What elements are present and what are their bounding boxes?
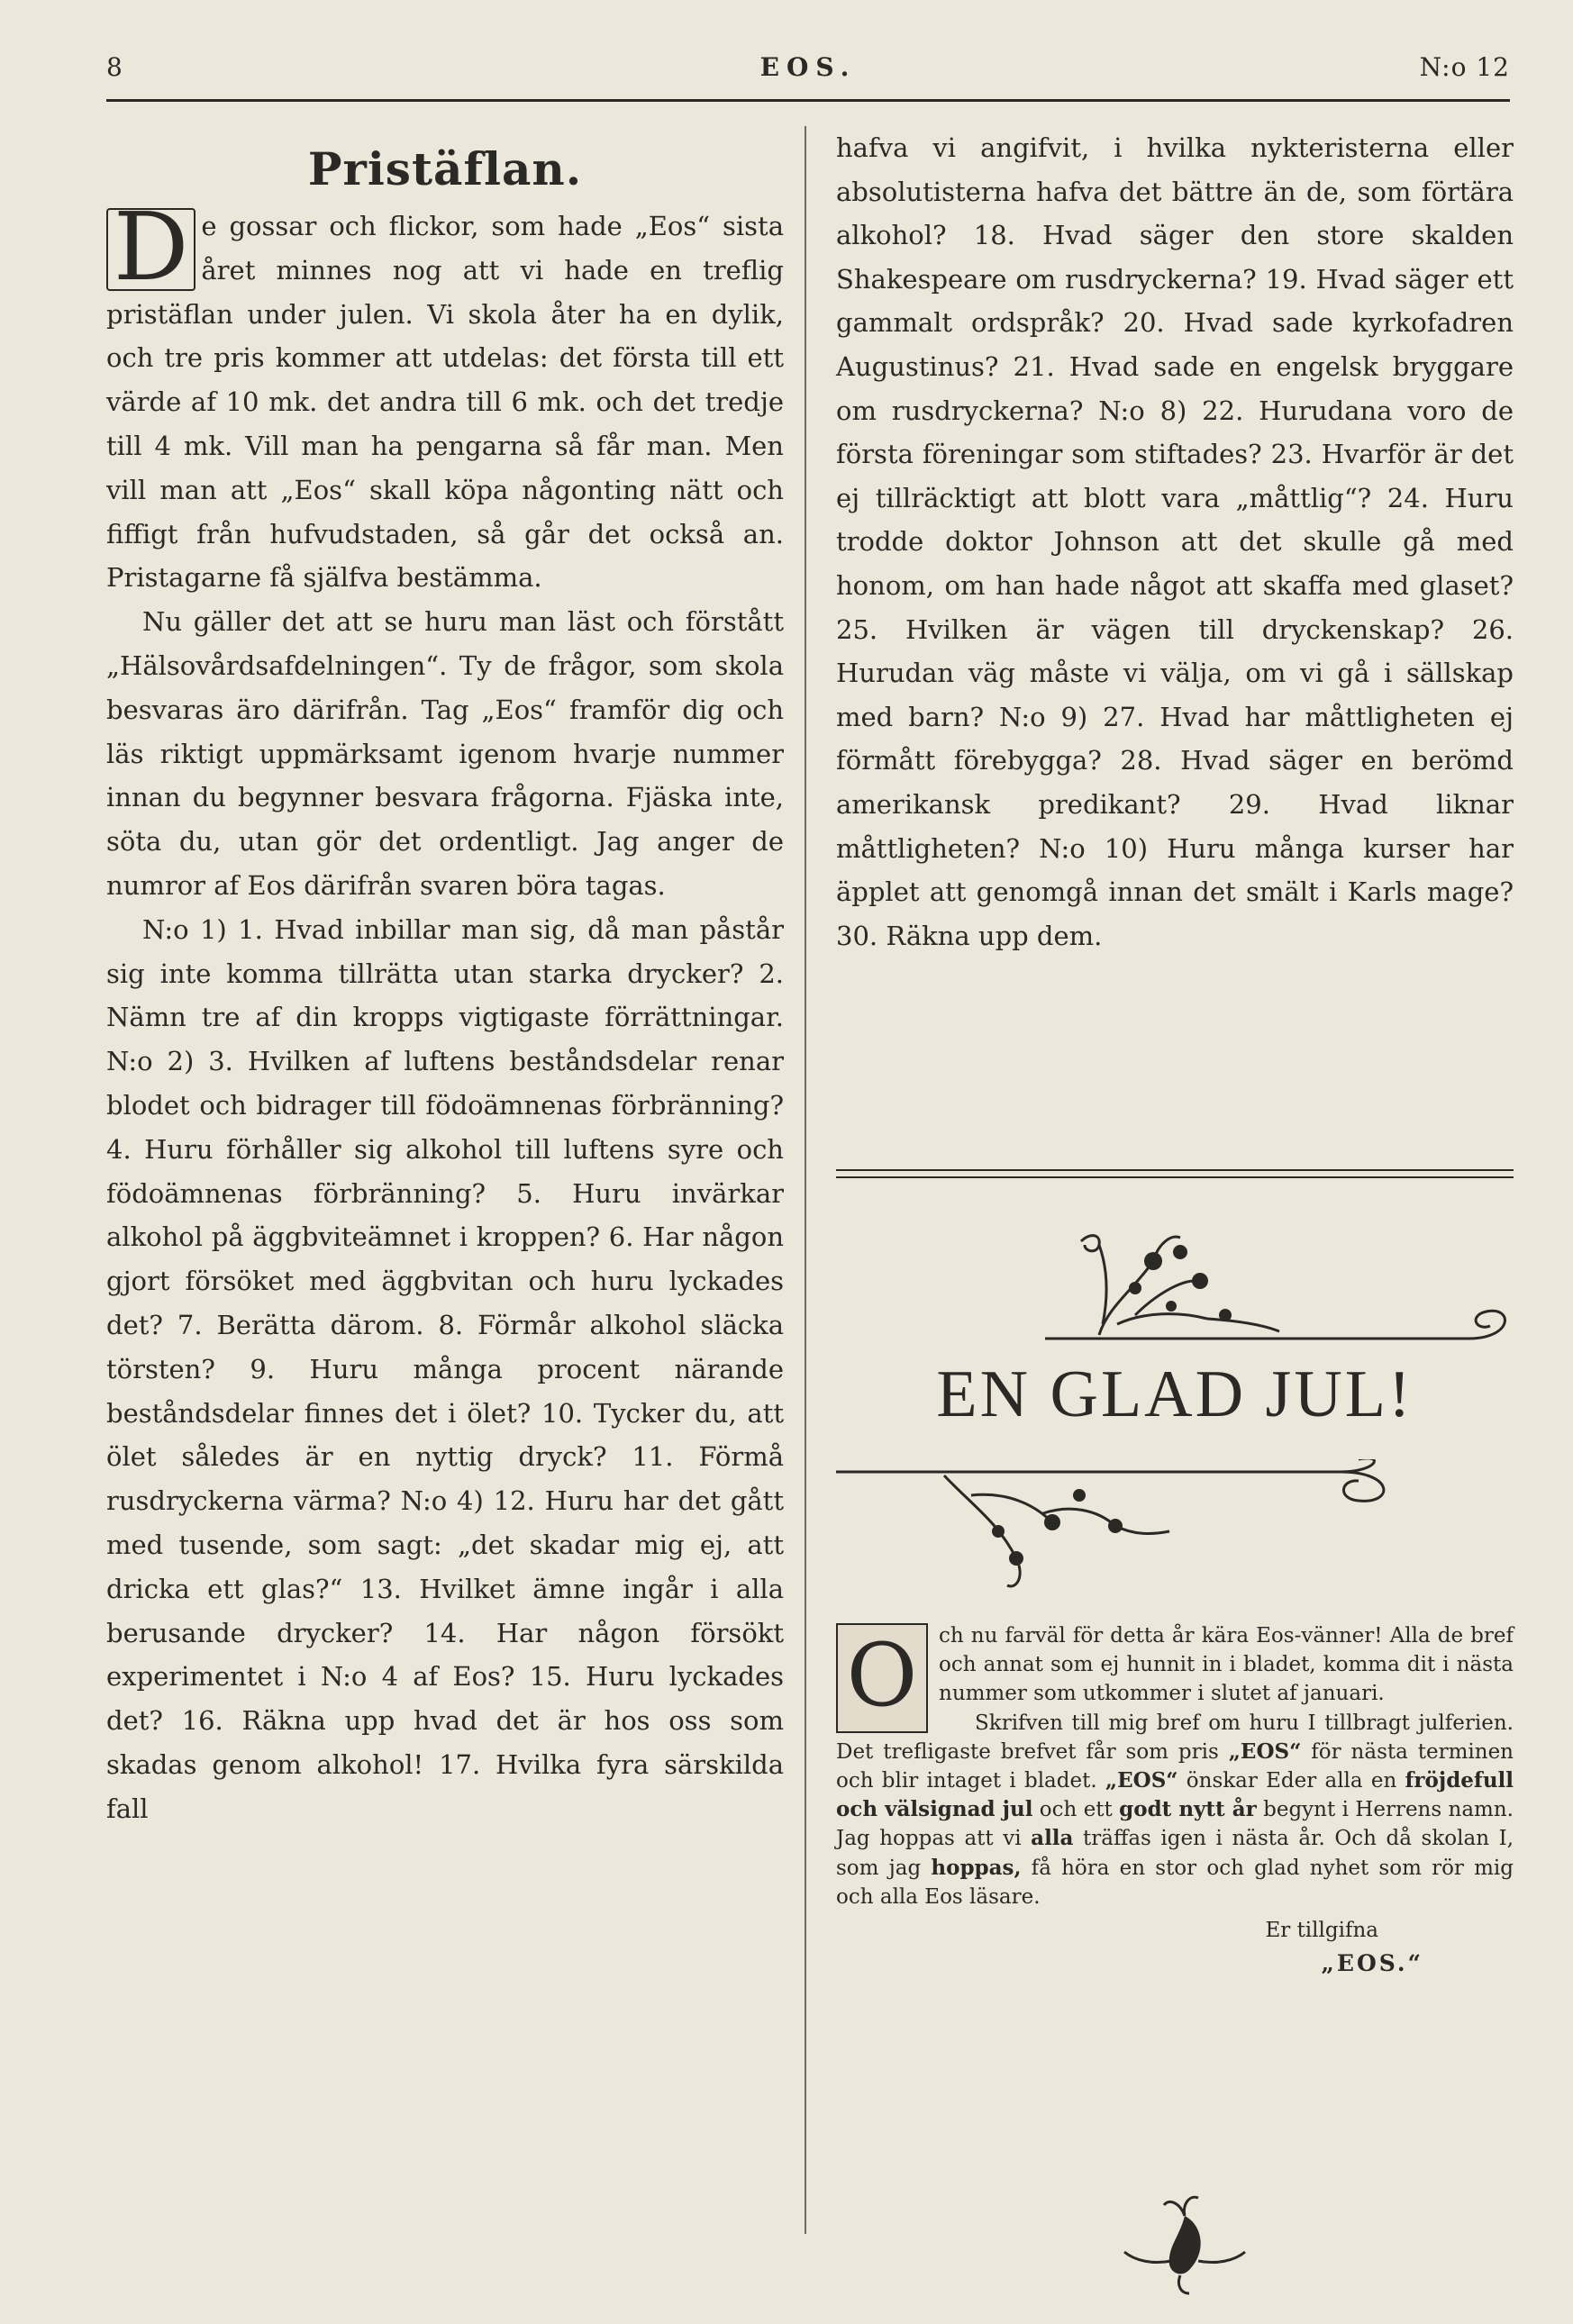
letter-text: önskar Eder alla en: [1177, 1769, 1405, 1793]
paragraph-questions: N:o 1) 1. Hvad inbillar man sig, då man påstår sig inte komma tillrätta utan starka drycker? 2. Nämn tre af din kropps vigtigaste förrättningar. N:o 2) 3. Hvilken af luftens beståndsdelar renar blodet och bidrager till födoämnenas förbränning? 4. Huru förhåller sig alkohol till luftens syre och födoämnenas förbränning? 5. Huru invärkar alkohol på äggbviteämnet i kroppen? 6. Har någon gjort försöket med äggbvitan och huru lyckades det? 7. Berätta därom. 8. Förmår alkohol släcka törsten? 9. Huru många procent närande beståndsdelar finnes det i ölet? 10. Tycker du, att ölet således är en nyttig dryck? 11. Förmå rusdryckerna värma? N:o 4) 12. Huru har det gått med tusende, som sagt: „det skadar mig ej, att dricka ett glas?“ 13. Hvilket ämne ingår i alla berusande drycker? 14. Har någon försökt experimentet i N:o 4 af Eos? 15. Huru lyckades det? 16. Räkna upp hvad det är hos oss som skadas genom alkohol! 17. Hvilka fyra särskilda fall: [106, 913, 784, 1824]
letter-emphasis: godt nytt år: [1119, 1797, 1257, 1822]
letter-paragraph-1: ch nu farväl för detta år kära Eos-vänner! Alla de bref och annat som ej hunnit in i bladet, komma dit i nästa nummer som utkommer i slutet af januari.: [939, 1624, 1514, 1706]
letter-signature: „EOS.“: [1321, 1950, 1423, 1977]
right-column: [836, 126, 1514, 958]
publication-title: EOS.: [759, 52, 857, 82]
column-divider: [805, 126, 806, 2234]
letter-emphasis: hoppas,: [931, 1855, 1022, 1880]
farewell-letter: [836, 1621, 1514, 1980]
initial-letter: O: [846, 1625, 918, 1726]
ornamental-initial: [836, 1623, 928, 1733]
letter-emphasis: alla: [1031, 1826, 1074, 1851]
paragraph-instructions: Nu gäller det att se huru man läst och förstått „Hälsovårdsafdelningen“. Ty de frågor, som skola besvaras äro därifrån. Tag „Eos“ framför dig och läs riktigt uppmärksamt igenom hvarje nummer innan du begynner besvara frågorna. Fjäska inte, söta du, utan gör det ordentligt. Jag anger de numror af Eos därifrån svaren böra tagas.: [106, 606, 784, 901]
letter-text: Skrifven till mig bref om huru I tillbragt julferien. Det trefligaste brefvet får som pris: [836, 1711, 1514, 1764]
letter-text: för nästa terminen och blir intaget i bladet.: [836, 1739, 1514, 1793]
letter-paragraph-2: [836, 1709, 1514, 1911]
article-body: [106, 192, 784, 1830]
paragraph-intro-text: e gossar och flickor, som hade „Eos“ sista året minnes nog att vi hade en treflig pristäflan under julen. Vi skola åter ha en dylik, och tre pris kommer att utdelas: det första till ett värde af 10 mk. det andra till 6 mk. och det tredje till 4 mk. Vill man ha pengarna så får man. Men vill man att „Eos“ skall köpa någonting nätt och fiffigt från hufvudstaden, så går det också an. Pristagarne få själfva bestämma.: [106, 211, 784, 594]
questions-continued: hafva vi angifvit, i hvilka nykteristerna eller absolutisterna hafva det bättre än de, som förtära alkohol? 18. Hvad säger den store skalden Shakespeare om rusdryckerna? 19. Hvad säger ett gammalt ordspråk? 20. Hvad sade kyrkofadren Augustinus? 21. Hvad sade en engelsk bryggare om rusdryckerna? N:o 8) 22. Hurudana voro de första föreningar som stiftades? 23. Hvarför är det ej tillräcktigt att blott vara „måttlig“? 24. Huru trodde doktor Johnson att det skulle gå med honom, om han hade något att skaffa med glaset? 25. Hvilken är vägen till dryckenskap? 26. Hurudan väg måste vi välja, om vi gå i sällskap med barn? N:o 9) 27. Hvad har måttligheten ej förmått förebygga? 28. Hvad säger en berömd amerikansk predikant? 29. Hvad liknar måttligheten? N:o 10) Huru många kurser har äpplet att genomgå innan det smält i Karls mage? 30. Räkna upp dem.: [836, 132, 1514, 951]
header-rule: [106, 99, 1510, 102]
letter-text: få höra en stor och glad nyhet som rör mig och alla Eos läsare.: [836, 1856, 1514, 1909]
end-flower-ornament: [1117, 2189, 1252, 2297]
floral-ornament-top: [1045, 1225, 1514, 1351]
letter-emphasis: „EOS“: [1228, 1738, 1302, 1764]
floral-ornament-bottom: [836, 1459, 1467, 1594]
letter-text: begynt i Herrens namn. Jag hoppas att vi: [836, 1798, 1514, 1851]
letter-closing: Er tillgifna: [1265, 1919, 1378, 1943]
page-number: 8: [106, 52, 123, 82]
double-rule: [836, 1169, 1514, 1178]
drop-cap: D: [106, 208, 195, 291]
left-column: [106, 144, 784, 1830]
letter-text: och ett: [1032, 1798, 1120, 1822]
issue-number: N:o 12: [1419, 52, 1510, 82]
christmas-heading: EN GLAD JUL!: [936, 1357, 1414, 1431]
article-title: Pristäflan.: [307, 142, 583, 195]
letter-emphasis: fröjdefull och välsignad jul: [836, 1768, 1514, 1822]
letter-emphasis: „EOS“: [1105, 1768, 1178, 1793]
letter-text: träffas igen i nästa år. Och då skolan I, som jag: [836, 1827, 1514, 1880]
paragraph-intro: [106, 192, 784, 600]
running-head: [106, 52, 1510, 88]
